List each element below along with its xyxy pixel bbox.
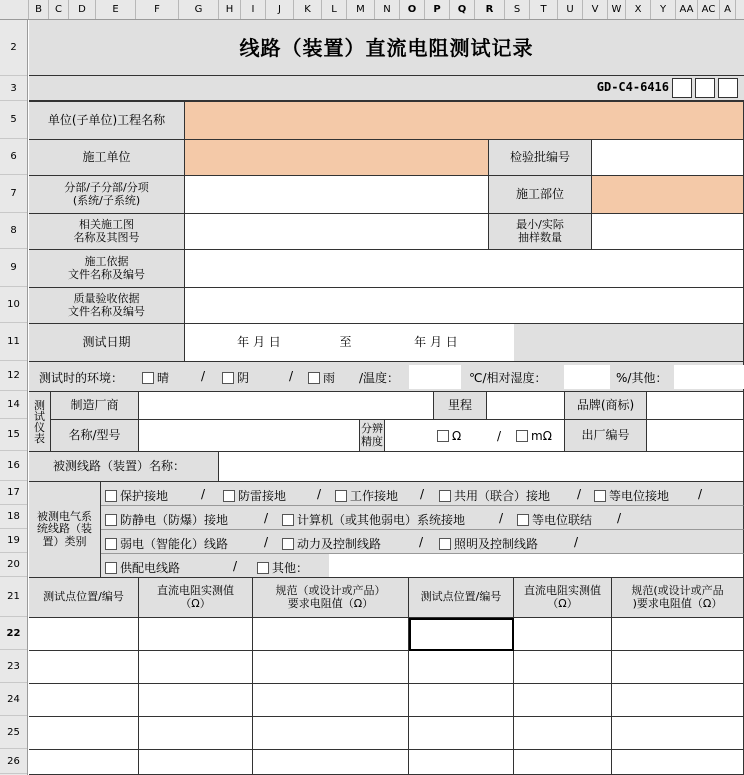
- data-cell[interactable]: [139, 651, 253, 684]
- inspection-batch-label: 检验批编号: [489, 140, 592, 176]
- column-header-k[interactable]: K: [294, 0, 322, 19]
- test-date-blank: [514, 324, 744, 362]
- separator: /: [420, 487, 425, 501]
- unit-mohm-option[interactable]: mΩ: [516, 429, 552, 443]
- separator: /: [264, 511, 269, 525]
- data-cell[interactable]: [612, 651, 744, 684]
- drawing-input[interactable]: [185, 214, 489, 250]
- basis-input[interactable]: [185, 250, 744, 288]
- column-header-l[interactable]: L: [322, 0, 347, 19]
- checkbox-icon[interactable]: [594, 490, 606, 502]
- row-header-3[interactable]: 3: [0, 76, 27, 101]
- row-header-24[interactable]: 24: [0, 683, 27, 716]
- checkbox-icon[interactable]: [437, 430, 449, 442]
- drawing-label: 相关施工图 名称及其图号: [29, 214, 185, 250]
- column-header-c[interactable]: C: [49, 0, 69, 19]
- category-antistatic-earth[interactable]: 防静电（防爆）接地: [105, 511, 228, 528]
- checkbox-icon[interactable]: [105, 562, 117, 574]
- basis-label: 施工依据 文件名称及编号: [29, 250, 185, 288]
- column-header-d[interactable]: D: [69, 0, 96, 19]
- test-date-to: 至: [333, 324, 358, 362]
- checkbox-icon[interactable]: [439, 538, 451, 550]
- row-header-7[interactable]: 7: [0, 175, 27, 213]
- row-header-16[interactable]: 16: [0, 451, 27, 481]
- data-cell[interactable]: [139, 618, 253, 651]
- column-header-y[interactable]: Y: [651, 0, 676, 19]
- serial-label: 出厂编号: [565, 420, 647, 452]
- data-cell[interactable]: [514, 684, 612, 717]
- row-header-9[interactable]: 9: [0, 249, 27, 287]
- column-header-bar: [0, 0, 744, 20]
- unit-project-label: 单位(子单位)工程名称: [29, 102, 185, 140]
- select-all-corner[interactable]: [0, 0, 29, 19]
- construction-part-input[interactable]: [592, 176, 744, 214]
- column-header-aa[interactable]: AA: [676, 0, 698, 19]
- test-date-start[interactable]: 年 月 日: [185, 324, 333, 362]
- resolution-label: 分辨 精度: [360, 420, 385, 452]
- acceptance-label: 质量验收依据 文件名称及编号: [29, 288, 185, 324]
- column-header-ac[interactable]: AC: [698, 0, 720, 19]
- acceptance-input[interactable]: [185, 288, 744, 324]
- row-header-26[interactable]: 26: [0, 749, 27, 774]
- row-header-14[interactable]: 14: [0, 391, 27, 419]
- manufacturer-label: 制造厂商: [51, 392, 139, 420]
- column-header-j[interactable]: J: [266, 0, 294, 19]
- column-header-p[interactable]: P: [425, 0, 450, 19]
- category-label: 被测电气系 统线路（装 置）类别: [29, 482, 101, 578]
- separator: /: [289, 369, 294, 383]
- column-header-u[interactable]: U: [558, 0, 583, 19]
- division-input[interactable]: [185, 176, 489, 214]
- row-header-6[interactable]: 6: [0, 139, 27, 175]
- data-cell[interactable]: [253, 651, 409, 684]
- th-required-2: 规范(或设计或产品 )要求电阻值（Ω）: [612, 578, 744, 618]
- row-header-bar: [0, 20, 28, 775]
- category-equipotential-earth[interactable]: 等电位接地: [594, 487, 669, 504]
- data-cell[interactable]: [29, 651, 139, 684]
- separator: /: [499, 511, 504, 525]
- column-header-m[interactable]: M: [347, 0, 375, 19]
- form-code-row: [29, 76, 744, 101]
- column-header-s[interactable]: S: [505, 0, 530, 19]
- checkbox-icon[interactable]: [335, 490, 347, 502]
- separator: /: [574, 535, 579, 549]
- checkbox-icon[interactable]: [105, 490, 117, 502]
- data-cell[interactable]: [29, 684, 139, 717]
- checkbox-icon[interactable]: [257, 562, 269, 574]
- separator: /: [317, 487, 322, 501]
- row-header-21[interactable]: 21: [0, 577, 27, 617]
- column-header-q[interactable]: Q: [450, 0, 475, 19]
- category-other-input[interactable]: [329, 554, 744, 578]
- separator: /: [233, 559, 238, 573]
- category-power-control-line[interactable]: 动力及控制线路: [282, 535, 381, 552]
- separator: /: [419, 535, 424, 549]
- checkbox-icon[interactable]: [105, 538, 117, 550]
- row-header-11[interactable]: 11: [0, 323, 27, 361]
- checkbox-icon[interactable]: [222, 372, 234, 384]
- separator: /: [201, 487, 206, 501]
- unit-ohm-option[interactable]: Ω: [437, 429, 461, 443]
- column-header-b[interactable]: B: [29, 0, 49, 19]
- category-common-earth[interactable]: 共用（联合）接地: [439, 487, 550, 504]
- construction-unit-label: 施工单位: [29, 140, 185, 176]
- column-header-t[interactable]: T: [530, 0, 558, 19]
- division-label: 分部/子分部/分项 (系统/子系统): [29, 176, 185, 214]
- data-cell[interactable]: [253, 750, 409, 775]
- row-header-10[interactable]: 10: [0, 287, 27, 323]
- category-other[interactable]: 其他：: [257, 559, 308, 576]
- data-cell[interactable]: [253, 618, 409, 651]
- column-header-h[interactable]: H: [219, 0, 241, 19]
- checkbox-icon[interactable]: [223, 490, 235, 502]
- temperature-input[interactable]: [409, 365, 461, 389]
- data-cell[interactable]: [409, 651, 514, 684]
- th-required-1: 规范（或设计或产品） 要求电阻值（Ω）: [253, 578, 409, 618]
- env-sunny-option[interactable]: 晴: [142, 369, 169, 386]
- manufacturer-input[interactable]: [139, 392, 434, 420]
- separator: /: [577, 487, 582, 501]
- separator: /: [698, 487, 703, 501]
- column-header-n[interactable]: N: [375, 0, 400, 19]
- category-equipotential-bond[interactable]: 等电位联结: [517, 511, 592, 528]
- checkbox-icon[interactable]: [142, 372, 154, 384]
- data-cell[interactable]: [139, 717, 253, 750]
- serial-input[interactable]: [647, 420, 744, 452]
- row-header-5[interactable]: 5: [0, 101, 27, 139]
- other-input[interactable]: [674, 365, 744, 389]
- column-header-o[interactable]: O: [400, 0, 425, 19]
- row-header-17[interactable]: 17: [0, 481, 27, 505]
- data-cell[interactable]: [409, 684, 514, 717]
- checkbox-icon[interactable]: [282, 538, 294, 550]
- brand-label: 品牌(商标): [565, 392, 647, 420]
- category-low-voltage-line[interactable]: 弱电（智能化）线路: [105, 535, 228, 552]
- data-cell[interactable]: [139, 684, 253, 717]
- th-measured-1: 直流电阻实测值 （Ω）: [139, 578, 253, 618]
- data-cell[interactable]: [612, 717, 744, 750]
- row-header-19[interactable]: 19: [0, 529, 27, 553]
- separator: /: [497, 429, 502, 443]
- form-sheet: [29, 20, 744, 775]
- model-input[interactable]: [139, 420, 360, 452]
- row-header-23[interactable]: 23: [0, 650, 27, 683]
- row-header-15[interactable]: 15: [0, 419, 27, 451]
- range-label: 里程: [434, 392, 487, 420]
- checkbox-icon[interactable]: [308, 372, 320, 384]
- category-lightning-earth[interactable]: 防雷接地: [223, 487, 286, 504]
- data-cell[interactable]: [514, 618, 612, 651]
- data-cell[interactable]: [29, 717, 139, 750]
- model-label: 名称/型号: [51, 420, 139, 452]
- checkbox-icon[interactable]: [517, 514, 529, 526]
- column-header-v[interactable]: V: [583, 0, 608, 19]
- data-cell[interactable]: [29, 618, 139, 651]
- column-header-a[interactable]: A: [720, 0, 736, 19]
- inspection-batch-input[interactable]: [592, 140, 744, 176]
- checkbox-icon[interactable]: [105, 514, 117, 526]
- data-cell[interactable]: [514, 717, 612, 750]
- data-cell[interactable]: [139, 750, 253, 775]
- row-header-25[interactable]: 25: [0, 716, 27, 749]
- construction-part-label: 施工部位: [489, 176, 592, 214]
- sample-input[interactable]: [592, 214, 744, 250]
- data-cell[interactable]: [514, 750, 612, 775]
- row-header-12[interactable]: 12: [0, 361, 27, 391]
- line-name-input[interactable]: [219, 452, 744, 482]
- code-box-3[interactable]: [718, 78, 738, 98]
- data-cell[interactable]: [409, 717, 514, 750]
- test-date-end[interactable]: 年 月 日: [358, 324, 514, 362]
- brand-input[interactable]: [647, 392, 744, 420]
- th-point-2: 测试点位置/编号: [409, 578, 514, 618]
- data-cell[interactable]: [612, 684, 744, 717]
- row-header-22[interactable]: 22: [0, 617, 27, 650]
- line-name-label: 被测线路（装置）名称：: [29, 452, 219, 482]
- column-header-e[interactable]: E: [96, 0, 136, 19]
- unit-project-input[interactable]: [185, 102, 744, 140]
- checkbox-icon[interactable]: [439, 490, 451, 502]
- separator: /: [264, 535, 269, 549]
- separator: /: [201, 369, 206, 383]
- category-protective-earth[interactable]: 保护接地: [105, 487, 168, 504]
- humidity-label: ℃/相对湿度：: [469, 371, 547, 385]
- column-header-i[interactable]: I: [241, 0, 266, 19]
- column-header-w[interactable]: W: [608, 0, 626, 19]
- code-box-2[interactable]: [695, 78, 715, 98]
- data-cell[interactable]: [253, 717, 409, 750]
- environment-label: 测试时的环境：: [39, 371, 124, 385]
- column-header-g[interactable]: G: [179, 0, 219, 19]
- category-power-supply-line[interactable]: 供配电线路: [105, 559, 180, 576]
- range-input[interactable]: [487, 392, 565, 420]
- category-computer-earth[interactable]: 计算机（或其他弱电）系统接地: [282, 511, 465, 528]
- data-cell[interactable]: [409, 750, 514, 775]
- row-header-8[interactable]: 8: [0, 213, 27, 249]
- row-header-2[interactable]: 2: [0, 20, 27, 76]
- env-rain-option[interactable]: 雨: [308, 369, 335, 386]
- column-header-x[interactable]: X: [626, 0, 651, 19]
- data-cell[interactable]: [514, 651, 612, 684]
- data-cell[interactable]: [612, 750, 744, 775]
- form-title: 线路（装置）直流电阻测试记录: [29, 20, 744, 76]
- env-cloudy-option[interactable]: 阴: [222, 369, 249, 386]
- test-date-label: 测试日期: [29, 324, 185, 362]
- other-label: %/其他：: [616, 371, 668, 385]
- instrument-label: 测 试 仪 表: [29, 392, 51, 452]
- checkbox-icon[interactable]: [282, 514, 294, 526]
- th-point-1: 测试点位置/编号: [29, 578, 139, 618]
- construction-unit-input[interactable]: [185, 140, 489, 176]
- row-header-20[interactable]: 20: [0, 553, 27, 577]
- category-lighting-control-line[interactable]: 照明及控制线路: [439, 535, 538, 552]
- checkbox-icon[interactable]: [516, 430, 528, 442]
- column-header-r[interactable]: R: [475, 0, 505, 19]
- code-box-1[interactable]: [672, 78, 692, 98]
- data-cell[interactable]: [29, 750, 139, 775]
- category-working-earth[interactable]: 工作接地: [335, 487, 398, 504]
- humidity-input[interactable]: [564, 365, 610, 389]
- th-measured-2: 直流电阻实测值 （Ω）: [514, 578, 612, 618]
- separator: /: [617, 511, 622, 525]
- data-cell[interactable]: [253, 684, 409, 717]
- data-cell[interactable]: [409, 618, 514, 651]
- temperature-label: /温度：: [359, 371, 400, 385]
- data-cell[interactable]: [612, 618, 744, 651]
- sample-label: 最小/实际 抽样数量: [489, 214, 592, 250]
- row-header-18[interactable]: 18: [0, 505, 27, 529]
- column-header-f[interactable]: F: [136, 0, 179, 19]
- form-code: GD-C4-6416: [596, 80, 669, 95]
